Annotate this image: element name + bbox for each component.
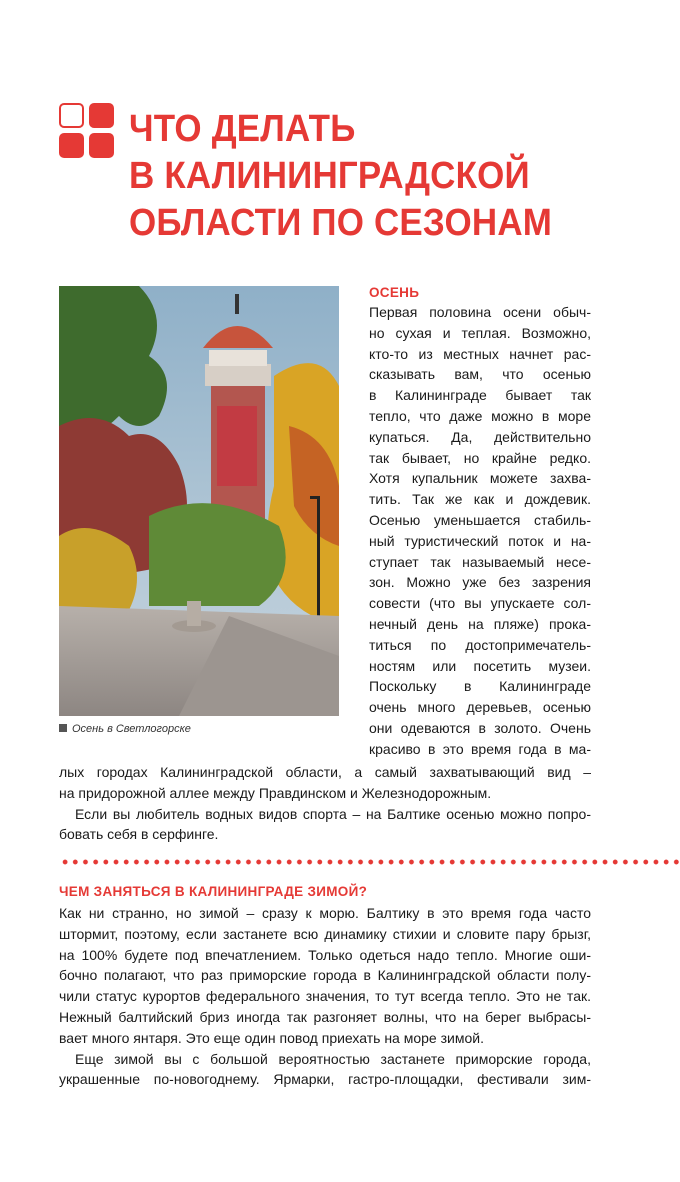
text-line: тепло, что даже можно в море — [369, 407, 591, 424]
winter-text — [59, 903, 591, 1090]
text-line: штормит, поэтому, если застанете всю динамику стихии и словите пару брызг, — [59, 925, 591, 942]
text-line: вает много янтаря. Это еще один повод приехать на море зимой. — [59, 1029, 484, 1046]
text-line: они одеваются в золото. Очень — [369, 719, 591, 736]
text-line: Первая половина осени обыч- — [369, 304, 591, 320]
text-line: Хотя купальник можете захва- — [369, 470, 591, 487]
text-line: ный туристический поток и на- — [369, 532, 591, 549]
text-line: ностям или посетить музеи. — [369, 657, 591, 674]
text-line: украшенные по-новогоднему. Ярмарки, гастро-площадки, фестивали зим- — [59, 1071, 591, 1088]
text-line: на 100% будете под впечатлением. Только одеться надо тепло. Многие оши- — [59, 946, 591, 963]
text-line: так бывает, но крайне редко. — [369, 449, 591, 466]
bullet-square-icon — [59, 724, 67, 732]
dotted-divider — [60, 859, 680, 865]
photo-svetlogorsk-autumn — [59, 286, 339, 716]
text-line: в Калининграде бывает так — [369, 387, 591, 404]
autumn-heading: ОСЕНЬ — [369, 285, 420, 300]
caption-text: Осень в Светлогорске — [72, 723, 191, 735]
text-line: бочно полагают, что раз приморские города в Калининградской области полу- — [59, 967, 591, 984]
text-line: кто-то из местных начнет рас- — [369, 345, 591, 362]
photo-caption — [59, 723, 191, 735]
text-line: лых городах Калининградской области, а самый захватывающий вид – — [59, 764, 591, 780]
section-icon — [59, 103, 115, 159]
text-line: Нежный балтийский бриз иногда так разгоняет волны, что на берег выбрасы- — [59, 1008, 591, 1025]
text-line: зон. Можно уже без зазрения — [369, 574, 591, 591]
text-line: чили статус курортов федерального значения, то тут всегда тепло. Это не так. — [59, 988, 591, 1005]
page-title — [129, 106, 669, 247]
text-line: Осенью уменьшается стабиль- — [369, 511, 591, 528]
text-line: Если вы любитель водных видов спорта – на Балтике осенью можно попро- — [75, 805, 591, 822]
text-line: Поскольку в Калининграде — [369, 678, 591, 695]
autumn-continuation — [59, 762, 591, 845]
text-line: ступает так называемый несе- — [369, 553, 591, 570]
winter-heading: ЧЕМ ЗАНЯТЬСЯ В КАЛИНИНГРАДЕ ЗИМОЙ? — [59, 884, 368, 899]
text-line: но сухая и теплая. Возможно, — [369, 324, 591, 341]
text-line: совести (что вы упускаете сол- — [369, 595, 591, 612]
text-line: сказывать вам, что осенью — [369, 366, 591, 383]
text-line: титься по достопримечатель- — [369, 636, 591, 653]
text-line: нечный день на пляже) прока- — [369, 615, 591, 632]
title-line: ЧТО ДЕЛАТЬ — [129, 108, 356, 150]
text-line: бовать себя в серфинге. — [59, 826, 219, 843]
text-line: купаться. Да, действительно — [369, 428, 591, 445]
title-line: ОБЛАСТИ ПО СЕЗОНАМ — [129, 202, 553, 244]
text-line: Как ни странно, но зимой – сразу к морю. Балтику в это время года часто — [59, 905, 591, 921]
text-line: красиво в это время года в ма- — [369, 740, 591, 757]
title-line: В КАЛИНИНГРАДСКОЙ — [129, 155, 530, 197]
text-line: тить. Так же как и дождевик. — [369, 491, 591, 508]
text-line: Еще зимой вы с большой вероятностью застанете приморские города, — [75, 1050, 591, 1067]
autumn-column — [369, 284, 591, 760]
text-line: очень много деревьев, осенью — [369, 699, 591, 716]
text-line: на придорожной аллее между Правдинском и Железнодорожным. — [59, 784, 492, 801]
